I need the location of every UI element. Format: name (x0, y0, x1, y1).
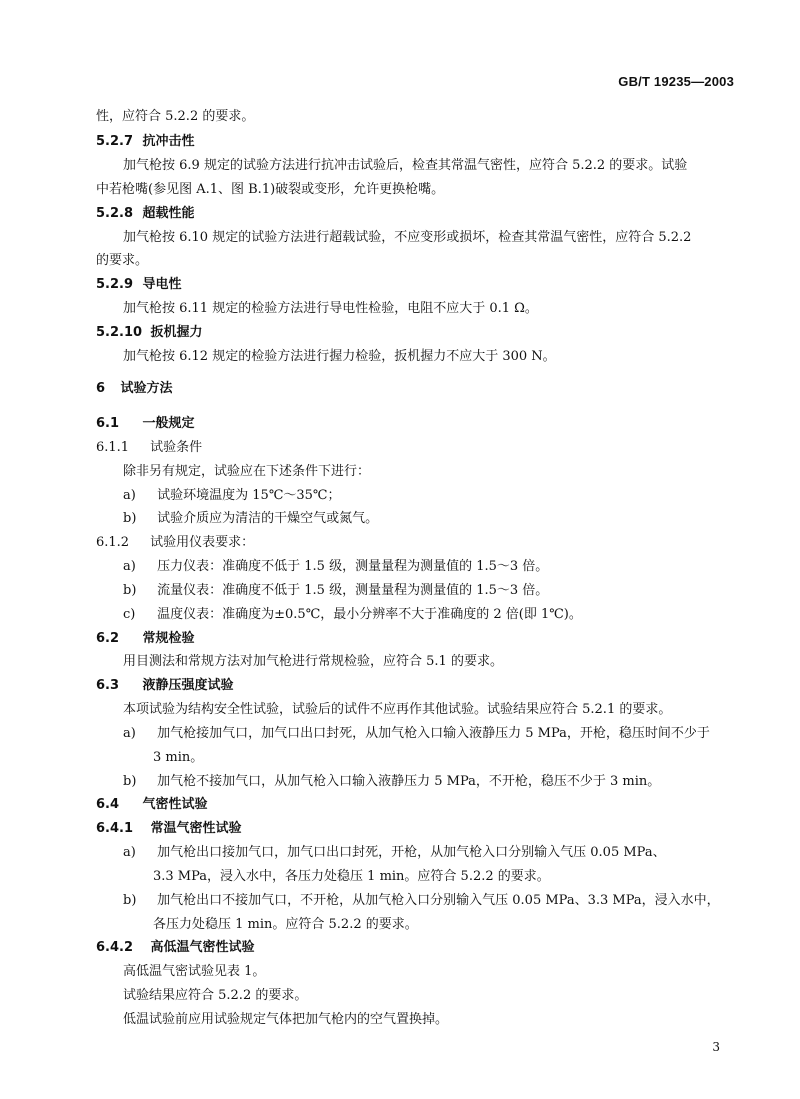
section-heading-5-2-10 (96, 324, 203, 342)
list-label: a) (123, 726, 136, 741)
subsection-heading-6-4-1 (96, 820, 242, 838)
section-number: 6.4 (96, 797, 120, 812)
list-label: a) (123, 559, 136, 574)
section-number: 6.1 (96, 416, 120, 431)
list-item-continuation: 各压力处稳压 1 min。应符合 5.2.2 的要求。 (153, 917, 418, 932)
section-title: 液静压强度试验 (142, 678, 234, 693)
list-text: 流量仪表：准确度不低于 1.5 级，测量量程为测量值的 1.5～3 倍。 (157, 583, 549, 598)
section-title: 超载性能 (142, 206, 195, 221)
list-text: 加气枪接加气口，加气口出口封死，从加气枪入口输入液静压力 5 MPa，开枪，稳压时间不少于 (157, 726, 710, 741)
list-text: 压力仪表：准确度不低于 1.5 级，测量量程为测量值的 1.5～3 倍。 (157, 559, 549, 574)
list-label: c) (123, 607, 136, 622)
paragraph-line: 加气枪按 6.10 规定的试验方法进行超载试验，不应变形或损坏，检查其常温气密性，应符合 5.2.2 (123, 230, 692, 245)
section-title: 试验用仪表要求： (150, 535, 255, 550)
section-number: 6.4.2 (96, 940, 134, 955)
paragraph-line: 加气枪按 6.9 规定的试验方法进行抗冲击试验后，检查其常温气密性，应符合 5.2.2 的要求。试验 (123, 158, 688, 173)
paragraph-line: 加气枪按 6.12 规定的检验方法进行握力检验，扳机握力不应大于 300 N。 (123, 349, 556, 364)
list-item (123, 487, 340, 505)
list-label: b) (123, 583, 137, 598)
section-number: 6.3 (96, 678, 120, 693)
list-item (123, 725, 710, 743)
paragraph-line: 本项试验为结构安全性试验，试验后的试件不应再作其他试验。试验结果应符合 5.2.1 的要求。 (123, 702, 672, 717)
section-number: 6.2 (96, 631, 120, 646)
list-item (123, 773, 660, 791)
list-label: b) (123, 511, 137, 526)
section-heading-5-2-8 (96, 205, 195, 223)
section-title: 气密性试验 (142, 797, 208, 812)
section-number: 5.2.9 (96, 277, 134, 292)
list-item (123, 606, 582, 624)
paragraph-line: 低温试验前应用试验规定气体把加气枪内的空气置换掉。 (123, 1012, 449, 1027)
section-title: 常温气密性试验 (150, 821, 242, 836)
list-label: a) (123, 488, 136, 503)
section-number: 6.1.1 (96, 440, 130, 455)
list-item (123, 844, 666, 862)
list-text: 温度仪表：准确度为±0.5℃，最小分辨率不大于准确度的 2 倍(即 1℃)。 (157, 607, 582, 622)
section-number: 5.2.7 (96, 134, 134, 149)
list-item (123, 892, 720, 910)
chapter-title: 试验方法 (120, 381, 173, 396)
section-number: 6.4.1 (96, 821, 134, 836)
list-text: 加气枪出口接加气口，加气口出口封死，开枪，从加气枪入口分别输入气压 0.05 MPa、 (157, 845, 666, 860)
section-heading-6-1 (96, 415, 195, 433)
paragraph-line: 中若枪嘴(参见图 A.1、图 B.1)破裂或变形，允许更换枪嘴。 (96, 182, 445, 197)
list-label: b) (123, 774, 137, 789)
list-item (123, 510, 378, 528)
list-text: 加气枪不接加气口，从加气枪入口输入液静压力 5 MPa，不开枪，稳压不少于 3 min。 (157, 774, 661, 789)
section-heading-6-4 (96, 796, 208, 814)
subsection-heading-6-1-2 (96, 534, 254, 552)
section-title: 抗冲击性 (142, 134, 195, 149)
paragraph-line: 用目测法和常规方法对加气枪进行常规检验，应符合 5.1 的要求。 (123, 654, 503, 669)
list-item-continuation: 3.3 MPa，浸入水中，各压力处稳压 1 min。应符合 5.2.2 的要求。 (153, 869, 550, 884)
paragraph-line: 的要求。 (96, 253, 149, 268)
section-title: 一般规定 (142, 416, 195, 431)
section-heading-6-2 (96, 630, 195, 648)
section-heading-6-3 (96, 677, 234, 695)
list-item (123, 558, 548, 576)
section-title: 高低温气密性试验 (150, 940, 255, 955)
section-number: 6.1.2 (96, 535, 130, 550)
paragraph-line: 高低温气密试验见表 1。 (123, 964, 266, 979)
section-title: 常规检验 (142, 631, 195, 646)
standard-number: GB/T 19235—2003 (618, 74, 734, 89)
paragraph-line: 加气枪按 6.11 规定的检验方法进行导电性检验，电阻不应大于 0.1 Ω。 (123, 301, 538, 316)
list-label: a) (123, 845, 136, 860)
list-text: 加气枪出口不接加气口，不开枪，从加气枪入口分别输入气压 0.05 MPa、3.3 MPa，浸入水中， (157, 893, 720, 908)
chapter-number: 6 (96, 381, 106, 396)
subsection-heading-6-4-2 (96, 939, 255, 957)
list-label: b) (123, 893, 137, 908)
paragraph-line: 性，应符合 5.2.2 的要求。 (96, 109, 255, 124)
section-title: 扳机握力 (150, 325, 203, 340)
list-item (123, 582, 548, 600)
section-number: 5.2.10 (96, 325, 143, 340)
list-text: 试验环境温度为 15℃～35℃； (157, 488, 341, 503)
list-text: 试验介质应为清洁的干燥空气或氮气。 (157, 511, 379, 526)
section-title: 试验条件 (150, 440, 203, 455)
page-number: 3 (712, 1040, 720, 1054)
subsection-heading-6-1-1 (96, 439, 202, 457)
section-title: 导电性 (142, 277, 182, 292)
section-heading-5-2-7 (96, 133, 195, 151)
list-item-continuation: 3 min。 (153, 750, 204, 765)
chapter-heading-6 (96, 380, 173, 398)
paragraph-line: 试验结果应符合 5.2.2 的要求。 (123, 988, 308, 1003)
paragraph-line: 除非另有规定，试验应在下述条件下进行： (123, 464, 371, 479)
section-number: 5.2.8 (96, 206, 134, 221)
section-heading-5-2-9 (96, 276, 182, 294)
